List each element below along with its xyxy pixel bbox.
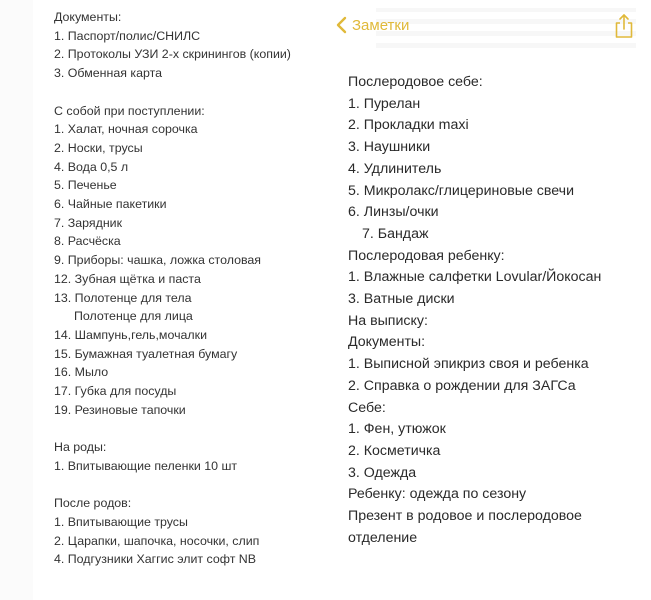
list-item: 14. Шампунь,гель,мочалки (54, 327, 207, 342)
list-item: 1. Влажные салфетки Lovular/Йокосан (348, 269, 602, 286)
list-item: 1. Фен, утюжок (348, 421, 446, 438)
list-item: 5. Печенье (54, 178, 117, 193)
list-item: 5. Микролакс/глицериновые свечи (348, 182, 575, 199)
list-item: 3. Одежда (348, 464, 417, 481)
list-item: 1. Халат, ночная сорочка (54, 122, 198, 137)
list-item: 1. Впитывающие пеленки 10 шт (54, 458, 238, 473)
list-item: 3. Ватные диски (348, 291, 455, 308)
list-item: 2. Косметичка (348, 442, 441, 459)
list-item: 3. Наушники (348, 139, 431, 156)
list-item: 1. Паспорт/полис/СНИЛС (54, 28, 201, 43)
section-title-postpartum-baby: Послеродовая ребенку: (348, 247, 505, 264)
list-item: 3. Обменная карта (54, 66, 163, 81)
list-item: 7. Бандаж (362, 225, 429, 242)
blank-line (54, 83, 334, 102)
nav-bar (336, 12, 651, 42)
blank-line (54, 476, 334, 495)
list-item: 8. Расчёска (54, 234, 121, 249)
list-item: 2. Справка о рождении для ЗАГСа (348, 377, 576, 394)
list-item: 4. Подгузники Хаггис элит софт NB (54, 552, 257, 567)
list-item: 1. Впитывающие трусы (54, 514, 188, 529)
gift-line-continued: отделение (348, 529, 418, 546)
list-item: 19. Резиновые тапочки (54, 402, 186, 417)
list-item: 4. Удлинитель (348, 160, 442, 177)
left-note-body[interactable] (54, 8, 334, 569)
right-note-body[interactable] (348, 72, 648, 549)
list-item: 2. Прокладки maxi (348, 117, 469, 134)
gift-line: Презент в родовое и послеродовое (348, 508, 582, 525)
list-item: 6. Линзы/очки (348, 204, 439, 221)
list-item: 7. Зарядник (54, 215, 123, 230)
share-icon (613, 26, 635, 43)
section-title-discharge: На выписку: (348, 312, 428, 329)
baby-clothes-line: Ребенку: одежда по сезону (348, 486, 527, 503)
list-item: 2. Носки, трусы (54, 140, 143, 155)
blank-line (54, 419, 334, 438)
list-item: 16. Мыло (54, 365, 109, 380)
share-button[interactable] (613, 13, 635, 39)
left-margin (0, 0, 33, 600)
list-item: 9. Приборы: чашка, ложка столовая (54, 253, 262, 268)
list-item: Полотенце для лица (74, 309, 193, 324)
list-item: 2. Царапки, шапочка, носочки, слип (54, 533, 260, 548)
list-item: 15. Бумажная туалетная бумагу (54, 346, 238, 361)
list-item: 6. Чайные пакетики (54, 197, 167, 212)
list-item: 4. Вода 0,5 л (54, 159, 129, 174)
list-item: 17. Губка для посуды (54, 384, 177, 399)
section-title-documents: Документы: (54, 10, 122, 24)
section-title-postpartum-self: Послеродовое себе: (348, 74, 483, 90)
back-to-notes-button[interactable] (336, 14, 409, 36)
list-item: 2. Протоколы УЗИ 2-х скринингов (копии) (54, 47, 291, 62)
back-label: Заметки (352, 16, 410, 34)
right-note-screen (336, 0, 651, 600)
section-title-after-delivery: После родов: (54, 496, 132, 511)
list-item: 12. Зубная щётка и паста (54, 271, 201, 286)
chevron-left-icon (336, 14, 350, 36)
section-title-delivery: На роды: (54, 440, 107, 455)
section-title-admission: С собой при поступлении: (54, 103, 205, 118)
list-item: 1. Выписной эпикриз своя и ребенка (348, 356, 589, 373)
section-title-self: Себе: (348, 399, 386, 416)
section-title-documents: Документы: (348, 334, 426, 351)
list-item: 13. Полотенце для тела (54, 290, 192, 305)
list-item: 1. Пурелан (348, 95, 421, 112)
